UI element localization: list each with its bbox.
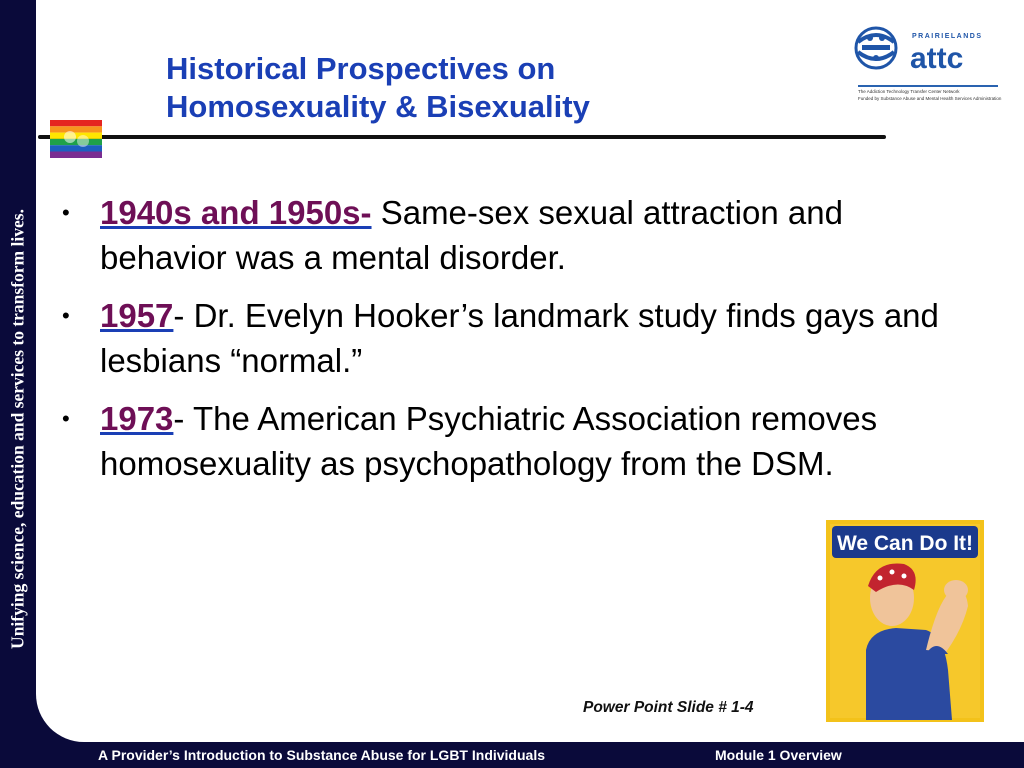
sidebar-tagline-text: Unifying science, education and services to transform lives. [7, 209, 28, 649]
footer-module: Module 1 Overview [715, 747, 842, 763]
bullet-item [60, 190, 940, 280]
slide-number: Power Point Slide # 1-4 [583, 699, 754, 716]
title-line-2: Homosexuality & Bisexuality [166, 89, 590, 124]
title-divider [38, 135, 886, 139]
logo-caption-1: The Addiction Technology Transfer Center Network [858, 89, 960, 94]
bullet-marker: • [62, 200, 70, 225]
logo-divider [858, 85, 998, 87]
bullet-marker: • [62, 406, 70, 431]
footer-course-title: A Provider’s Introduction to Substance Abuse for LGBT Individuals [98, 747, 546, 763]
rainbow-flag-image [50, 120, 102, 158]
bullet-date-label: 1940s and 1950s- [100, 194, 372, 231]
bullet-date-label: 1957 [100, 297, 174, 334]
bullet-item [60, 396, 940, 486]
title-line-1: Historical Prospectives on [166, 51, 556, 86]
we-can-do-it-poster [826, 520, 984, 722]
poster-slogan: We Can Do It! [836, 532, 974, 555]
bullet-text: - The American Psychiatric Association removes homosexuality as psychopathology from the DSM. [100, 400, 878, 482]
bullet-list [60, 190, 940, 499]
bullet-marker: • [62, 303, 70, 328]
logo-caption-2: Funded by Substance Abuse and Mental Health Services Administration [858, 96, 1002, 101]
bullet-text: Same-sex sexual attraction and behavior was a mental disorder. [100, 194, 843, 276]
slide-title [166, 50, 590, 126]
logo-top-word: PRAIRIELANDS [912, 33, 983, 40]
bullet-date-label: 1973 [100, 400, 174, 437]
sidebar-tagline [4, 140, 32, 718]
logo-globe-icon [852, 16, 1002, 84]
band-corner [36, 692, 96, 742]
bullet-item [60, 293, 940, 383]
bullet-text: - Dr. Evelyn Hooker’s landmark study finds gays and lesbians “normal.” [100, 297, 939, 379]
logo-main-word: attc [910, 42, 964, 75]
